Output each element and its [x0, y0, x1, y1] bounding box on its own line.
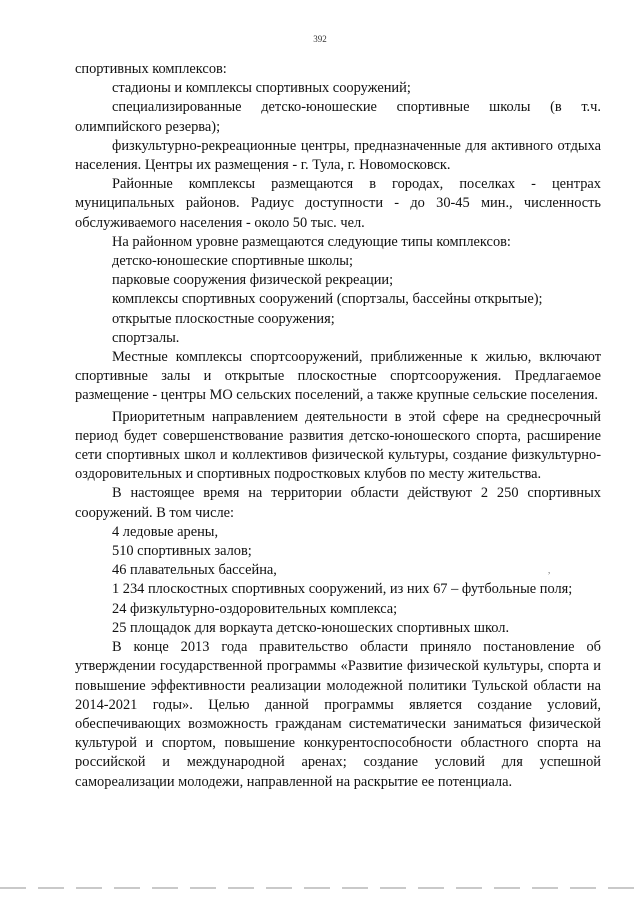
paragraph: специализированные детско-юношеские спортивные школы (в т.ч. олимпийского резерва);	[75, 99, 601, 135]
paragraph: В настоящее время на территории области действуют 2 250 спортивных сооружений. В том числе:	[75, 485, 601, 521]
paragraph: Районные комплексы размещаются в городах, поселках - центрах муниципальных районов. Радиус доступности - до 30-45 мин., численность обслуживаемого населения - около 50 тыс. чел.	[75, 176, 601, 231]
list-item: комплексы спортивных сооружений (спортзалы, бассейны открытые);	[112, 291, 543, 308]
paragraph: Местные комплексы спортсооружений, приближенные к жилью, включают спортивные залы и открытые плоскостные спортсооружения. Предлагаемое размещение - центры МО сельских поселений, а также крупные сельские поселения.	[75, 349, 601, 404]
list-item: 4 ледовые арены,	[112, 523, 219, 540]
page-number: 392	[313, 34, 327, 44]
body-text	[75, 60, 601, 792]
list-item: 510 спортивных залов;	[112, 543, 252, 560]
scan-artifact-line	[0, 887, 640, 889]
list-item: открытые плоскостные сооружения;	[112, 310, 335, 327]
paragraph: В конце 2013 года правительство области приняло постановление об утверждении государственной программы «Развитие физической культуры, спорта и повышение эффективности реализации молодежной политики Тульской области на 2014-2021 годы». Целью данной программы является создание условий, обеспечивающих возможность гражданам систематически заниматься физической культурой и спортом, повышение конкурентоспособности областного спорта на российской и международной аренах; создание условий для успешной самореализации молодежи, направленной на раскрытие ее потенциала.	[75, 639, 601, 790]
list-item: детско-юношеские спортивные школы;	[112, 253, 353, 270]
list-item: спортзалы.	[112, 329, 180, 346]
paragraph: На районном уровне размещаются следующие типы комплексов:	[112, 233, 511, 250]
list-item: 25 площадок для воркаута детско-юношеских спортивных школ.	[112, 619, 510, 636]
stray-mark: ,	[548, 565, 551, 575]
paragraph: спортивных комплексов:	[75, 61, 227, 77]
paragraph: физкультурно-рекреационные центры, предназначенные для активного отдыха населения. Центры их размещения - г. Тула, г. Новомосковск.	[75, 137, 601, 174]
paragraph: стадионы и комплексы спортивных сооружений;	[112, 80, 411, 97]
list-item: парковые сооружения физической рекреации;	[112, 272, 394, 289]
paragraph: Приоритетным направлением деятельности в этой сфере на среднесрочный период будет совершенствование развития детско-юношеского спорта, расширение сети спортивных школ и коллективов физической культуры, создание физкультурно-оздоровительных и спортивных подростковых клубов по месту жительства.	[75, 408, 601, 483]
list-item: 1 234 плоскостных спортивных сооружений, из них 67 – футбольные поля;	[112, 581, 573, 598]
list-item: 24 физкультурно-оздоровительных комплекса;	[112, 600, 398, 617]
list-item: 46 плавательных бассейна,	[112, 562, 277, 579]
